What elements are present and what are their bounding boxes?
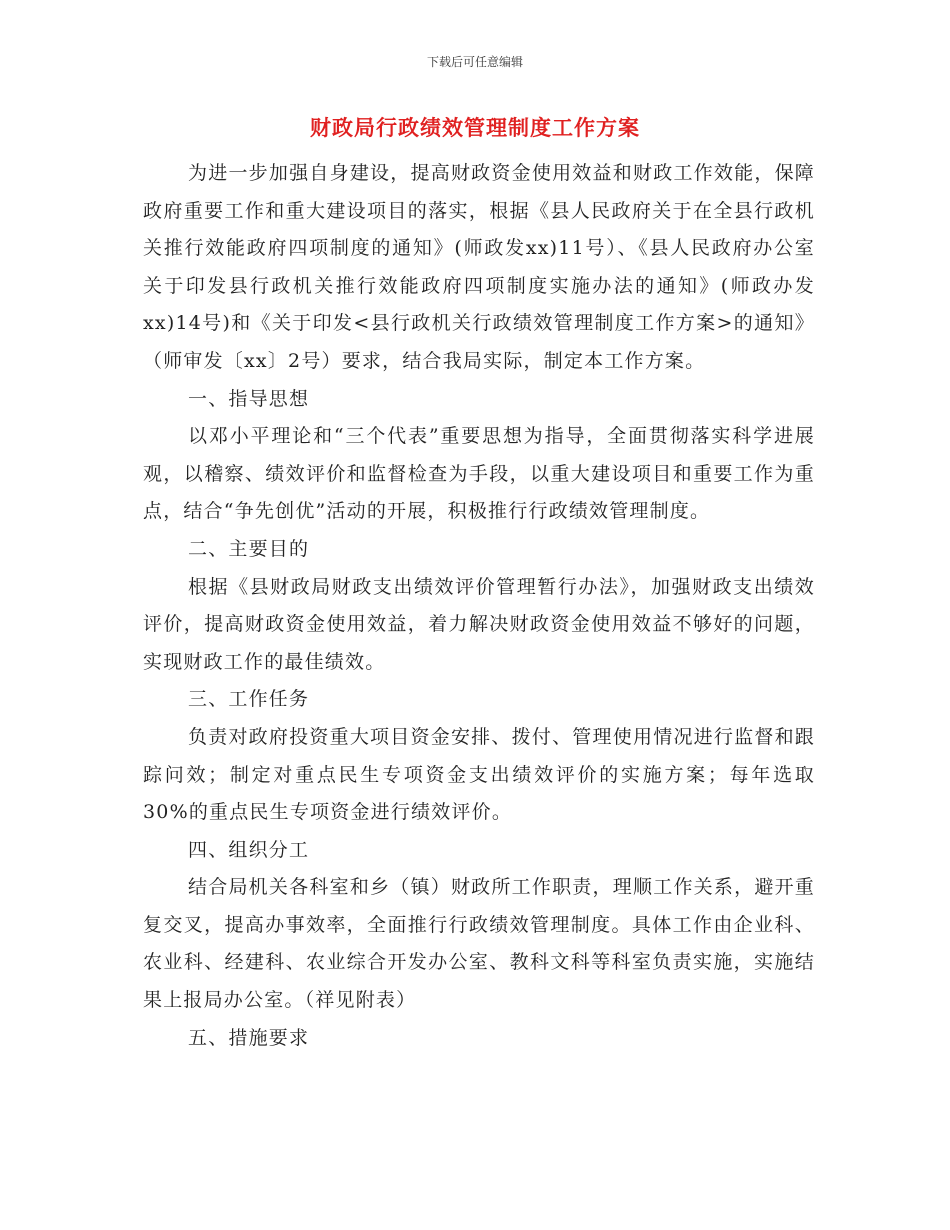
document-body <box>143 155 815 1057</box>
work-tasks-paragraph: 负责对政府投资重大项目资金安排、拨付、管理使用情况进行监督和跟踪问效；制定对重点民生专项资金支出绩效评价的实施方案；每年选取30%的重点民生专项资金进行绩效评价。 <box>143 725 815 824</box>
section-heading-organization: 四、组织分工 <box>188 838 310 861</box>
document-title: 财政局行政绩效管理制度工作方案 <box>310 115 640 140</box>
header-note: 下载后可任意编辑 <box>426 55 523 69</box>
intro-paragraph: 为进一步加强自身建设，提高财政资金使用效益和财政工作效能，保障政府重要工作和重大建设项目的落实，根据《县人民政府关于在全县行政机关推行效能政府四项制度的通知》(师政发xx)11号）、《县人民政府办公室关于印发县行政机关推行效能政府四项制度实施办法的通知》(师政办发xx)14号)和《关于印发<县行政机关行政绩效管理制度工作方案>的通知》（师审发〔xx〕2号）要求，结合我局实际，制定本工作方案。 <box>143 162 815 372</box>
section-heading-main-purpose: 二、主要目的 <box>188 537 310 560</box>
guiding-thought-paragraph: 以邓小平理论和“三个代表”重要思想为指导，全面贯彻落实科学进展观，以稽察、绩效评价和监督检查为手段，以重大建设项目和重要工作为重点，结合“争先创优”活动的开展，积极推行行政绩效管理制度。 <box>143 425 815 523</box>
section-heading-measures: 五、措施要求 <box>188 1026 310 1049</box>
section-heading-work-tasks: 三、工作任务 <box>188 688 310 711</box>
main-purpose-paragraph: 根据《县财政局财政支出绩效评价管理暂行办法》，加强财政支出绩效评价，提高财政资金使用效益，着力解决财政资金使用效益不够好的问题，实现财政工作的最佳绩效。 <box>143 575 815 673</box>
section-heading-guiding-thought: 一、指导思想 <box>188 387 310 410</box>
organization-paragraph: 结合局机关各科室和乡（镇）财政所工作职责，理顺工作关系，避开重复交叉，提高办事效率，全面推行行政绩效管理制度。具体工作由企业科、农业科、经建科、农业综合开发办公室、教科文科等科室负责实施，实施结果上报局办公室。（祥见附表） <box>143 876 815 1012</box>
